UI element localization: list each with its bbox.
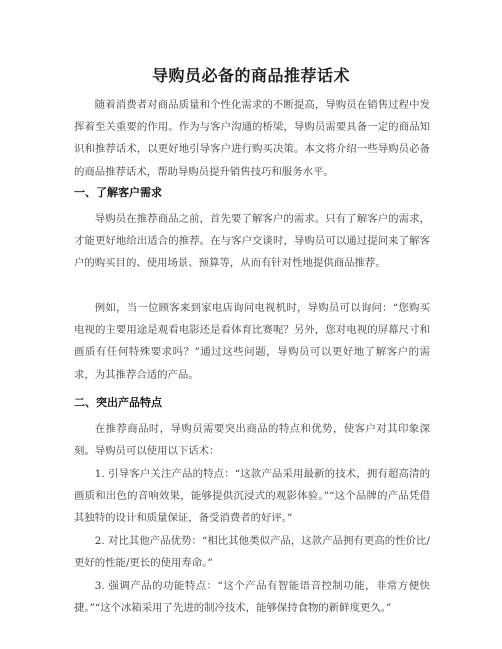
section2-list-item-2: 2. 对比其他产品优势：“相比其他类似产品，这款产品拥有更高的性价比/更好的性能/更长的使用寿命。” [74, 535, 430, 570]
intro-paragraph: 随着消费者对商品质量和个性化需求的不断提高，导购员在销售过程中发挥着至关重要的作用。作为与客户沟通的桥梁，导购员需要具备一定的商品知识和推荐话术，以更好地引导客户进行购买决策。本文将介绍一些导购员必备的商品推荐话术，帮助导购员提升销售技巧和服务水平。 [74, 99, 430, 178]
section2-list-item-1: 1. 引导客户关注产品的特点：“这款产品采用最新的技术，拥有超高清的画质和出色的音响效果，能够提供沉浸式的观影体验。”“这个品牌的产品凭借其独特的设计和质量保证，备受消费者的好评。” [74, 468, 430, 525]
section2-list-item-3: 3. 强调产品的功能特点：“这个产品有智能语音控制功能，非常方便快捷。”“这个冰箱采用了先进的制冷技术，能够保持食物的新鲜度更久。” [74, 580, 430, 615]
section-heading-2: 二、突出产品特点 [74, 396, 162, 409]
section2-paragraph-1: 在推荐商品时，导购员需要突出商品的特点和优势，使客户对其印象深刻。导购员可以使用以下话术： [74, 423, 430, 458]
section1-paragraph-2: 例如，当一位顾客来到家电店询问电视机时，导购员可以询问：“您购买电视的主要用途是观看电影还是看体育比赛呢？另外，您对电视的屏幕尺寸和画质有任何特殊要求吗？”通过这些问题，导购员可以更好地了解客户的需求，为其推荐合适的产品。 [74, 302, 430, 381]
section-heading-1: 一、了解客户需求 [74, 186, 162, 199]
section1-paragraph-1: 导购员在推荐商品之前，首先要了解客户的需求。只有了解客户的需求，才能更好地给出适合的推荐。在与客户交谈时，导购员可以通过提问来了解客户的购买目的、使用场景、预算等，从而有针对性地提供商品推荐。 [74, 213, 430, 270]
document-title: 导购员必备的商品推荐话术 [151, 66, 350, 85]
